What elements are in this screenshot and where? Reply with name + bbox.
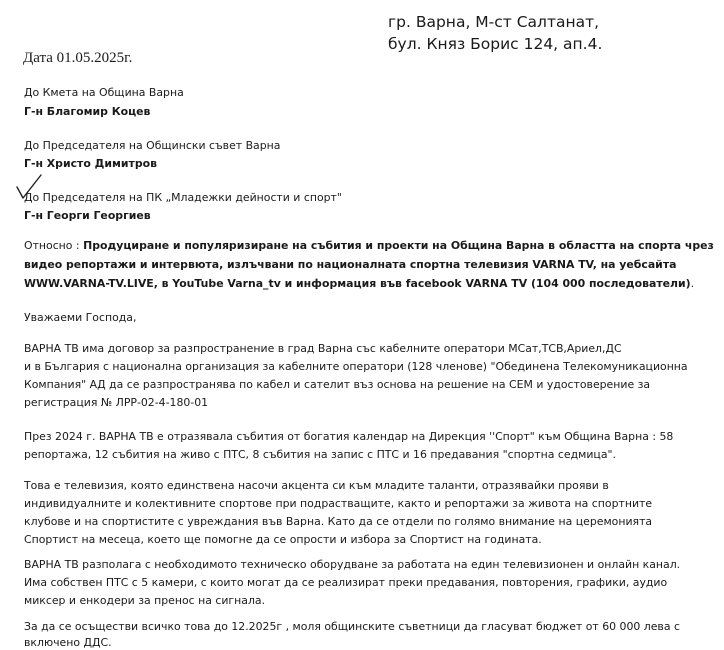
- paragraph-3-line-1: Това е телевизия, която единствена насочи акцента си към младите таланти, отразявайки прояви в: [24, 479, 609, 492]
- subject-label: Относно :: [24, 239, 84, 252]
- recipient-council-chair-role: До Председателя на Общински съвет Варна: [24, 139, 281, 152]
- subject-line-1: [24, 238, 714, 253]
- recipient-mayor-role: До Кмета на Община Варна: [24, 86, 184, 99]
- sender-address-line-2: бул. Княз Борис 124, ап.4.: [388, 35, 603, 53]
- paragraph-3-line-3: клубове и на спортистите с увреждания във Варна. Като да се отдели по голямо внимание на церемонията: [24, 515, 653, 528]
- paragraph-1-line-1: ВАРНА ТВ има договор за разпространение в град Варна със кабелните оператори МСат,ТСВ,Ариел,ДС: [24, 342, 622, 355]
- subject-text-3: WWW.VARNA-TV.LIVE, в YouTube Varna_tv и информация във facebook VARNA TV (104 000 последователи): [24, 277, 691, 290]
- paragraph-1-line-3: Компания" АД да се разпространява по кабел и сателит въз основа на решение на СЕМ и удостоверение за: [24, 378, 651, 391]
- paragraph-4-line-2: Има собствен ПТС с 5 камери, с които могат да се реализират преки предавания, повторения, графики, аудио: [24, 576, 668, 589]
- recipient-mayor-name: Г-н Благомир Коцев: [24, 105, 151, 118]
- recipient-committee-chair-role: До Председателя на ПК „Младежки дейности и спорт": [24, 191, 342, 204]
- subject-text-1: Продуциране и популяризиране на събития и проекти на Община Варна в областта на спорта чрез: [83, 239, 714, 252]
- sender-address-line-1: гр. Варна, М-ст Салтанат,: [388, 13, 600, 31]
- salutation: Уважаеми Господа,: [24, 311, 137, 324]
- paragraph-3-line-2: индивидуалните и колективните спортове при подрастващите, както и репортажи за живота на спортните: [24, 497, 653, 510]
- subject-line-2: видео репортажи и интервюта, излъчвани по националната спортна телевизия VARNA TV, на уебсайта: [24, 258, 677, 271]
- paragraph-1-line-4: регистрация № ЛРР-02-4-180-01: [24, 396, 209, 409]
- recipient-council-chair-name: Г-н Христо Димитров: [24, 157, 157, 170]
- subject-line-3: [24, 276, 694, 291]
- paragraph-2-line-2: репортажа, 12 събития на живо с ПТС, 8 събития на запис с ПТС и 16 предавания "спортна седмица".: [24, 448, 616, 461]
- paragraph-3-line-4: Спортист на месеца, което ще помогне да се опрости и избора за Спортист на годината.: [24, 533, 542, 546]
- paragraph-4-line-1: ВАРНА ТВ разполага с необходимото техническо оборудване за работата на един телевизионен и онлайн канал.: [24, 558, 681, 571]
- paragraph-4-line-3: миксер и енкодери за пренос на сигнала.: [24, 594, 266, 607]
- paragraph-1-line-2: и в България с национална организация за кабелните оператори (128 членове) "Обединена Телекомуникационна: [24, 360, 688, 373]
- paragraph-5-line-1: За да се осъществи всичко това до 12.2025г , моля общинските съветници да гласуват бюджет от 60 000 лева с: [24, 620, 680, 633]
- paragraph-5-line-2: включено ДДС.: [24, 636, 112, 649]
- paragraph-2-line-1: През 2024 г. ВАРНА ТВ е отразявала събития от богатия календар на Дирекция ''Спорт" към Община Варна : 58: [24, 430, 674, 443]
- letter-date: Дата 01.05.2025г.: [23, 50, 133, 66]
- recipient-committee-chair-name: Г-н Георги Георгиев: [24, 209, 151, 222]
- subject-tail: .: [690, 277, 695, 290]
